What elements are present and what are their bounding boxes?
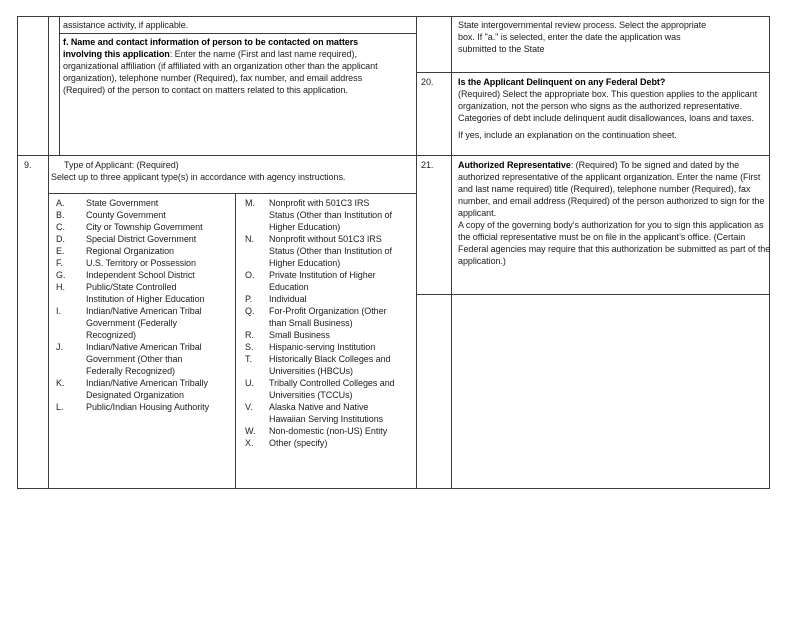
item-20-cell	[458, 76, 774, 141]
applicant-type-letter: T.	[245, 354, 252, 364]
applicant-type-list-a-l	[56, 197, 218, 413]
applicant-type-letter: C.	[56, 222, 65, 232]
table-border-list-divider	[235, 193, 236, 488]
applicant-type-letter: D.	[56, 234, 65, 244]
applicant-type-letter: N.	[245, 234, 254, 244]
applicant-type-letter: F.	[56, 258, 63, 268]
applicant-type-letter: V.	[245, 402, 253, 412]
applicant-type-label: Non-domestic (non-US) Entity	[269, 426, 388, 436]
applicant-type-item	[56, 377, 218, 401]
applicant-type-item	[56, 341, 218, 377]
applicant-type-label: Public/State Controlled Institution of Higher Education	[86, 282, 205, 304]
applicant-type-label: State Government	[86, 198, 159, 208]
instructions-table	[17, 16, 770, 489]
applicant-type-label: Individual	[269, 294, 307, 304]
applicant-type-letter: P.	[245, 294, 253, 304]
table-border-under-assistance	[59, 33, 416, 34]
item-20-body: (Required) Select the appropriate box. This question applies to the applicant organization, not the person who signs as the authorized representative. Categories of debt include delinquent audit disallowances, loans and taxes.	[458, 89, 758, 123]
table-border-under-item9-header	[48, 193, 416, 194]
applicant-type-label: Indian/Native American Tribal Government (Other than Federally Recognized)	[86, 342, 202, 376]
applicant-type-item	[245, 305, 397, 329]
applicant-type-item	[245, 377, 397, 401]
applicant-type-item	[56, 269, 218, 281]
applicant-type-letter: W.	[245, 426, 256, 436]
item-9-number: 9.	[24, 160, 32, 170]
applicant-type-item	[56, 401, 218, 413]
contact-person-body: : Enter the name (First and last name required), organizational affiliation (if affiliated with an organization other than the applicant organization), telephone number (Required), fax number, and email address (Required) of the person to contact on matters related to this application.	[63, 49, 378, 95]
applicant-type-item	[56, 221, 218, 233]
applicant-type-label: Historically Black Colleges and Universities (HBCUs)	[269, 354, 391, 376]
applicant-type-letter: K.	[56, 378, 65, 388]
applicant-type-item	[245, 233, 397, 269]
applicant-type-list-m-x	[245, 197, 397, 449]
applicant-type-label: Indian/Native American Tribal Government (Federally Recognized)	[86, 306, 202, 340]
applicant-type-label: Small Business	[269, 330, 330, 340]
table-border-under-item21	[416, 294, 769, 295]
intergovernmental-review-line: State intergovernmental review process. Select the appropriate box. If "a." is selected, enter the date the application was submitted to the State	[458, 20, 707, 54]
item-21-body: : (Required) To be signed and dated by the authorized representative of the applicant organization. Enter the name (First and last name required) title (Required), telephone number (Required), fax number, and email address (Required) of the person authorized to sign for the applicant.	[458, 160, 765, 218]
applicant-type-item	[56, 209, 218, 221]
applicant-type-letter: S.	[245, 342, 254, 352]
applicant-type-label: U.S. Territory or Possession	[86, 258, 196, 268]
applicant-type-label: Special District Government	[86, 234, 197, 244]
item-20-number: 20.	[421, 77, 434, 87]
applicant-type-letter: M.	[245, 198, 255, 208]
applicant-type-letter: U.	[245, 378, 254, 388]
applicant-type-letter: L.	[56, 402, 64, 412]
table-border-main-row-divider	[18, 155, 769, 156]
applicant-type-item	[245, 425, 397, 437]
applicant-type-label: Alaska Native and Native Hawaiian Serving Institutions	[269, 402, 384, 424]
table-border-right-number-column	[451, 17, 452, 488]
applicant-type-item	[56, 305, 218, 341]
applicant-type-item	[245, 341, 397, 353]
applicant-type-letter: X.	[245, 438, 254, 448]
item-9-subtitle: Select up to three applicant type(s) in accordance with agency instructions.	[51, 172, 346, 182]
applicant-type-label: Independent School District	[86, 270, 195, 280]
item-21-heading: Authorized Representative	[458, 160, 571, 170]
applicant-type-item	[245, 197, 397, 233]
table-border-left-number-column	[48, 17, 49, 488]
applicant-type-letter: R.	[245, 330, 254, 340]
applicant-type-item	[245, 437, 397, 449]
item-21-paragraph-2: A copy of the governing body’s authorization for you to sign this application as the official representative must be on file in the applicant’s office. (Certain Federal agencies may require that this authorization be submitted as part of the application.)	[458, 220, 771, 266]
applicant-type-letter: G.	[56, 270, 66, 280]
applicant-type-letter: B.	[56, 210, 65, 220]
applicant-type-item	[245, 401, 397, 425]
item-21-cell	[458, 159, 774, 267]
applicant-type-label: Nonprofit without 501C3 IRS Status (Other than Institution of Higher Education)	[269, 234, 392, 268]
contact-person-paragraph	[63, 36, 395, 96]
applicant-type-item	[56, 281, 218, 305]
assistance-activity-line: assistance activity, if applicable.	[63, 20, 189, 30]
applicant-type-letter: H.	[56, 282, 65, 292]
applicant-type-item	[56, 245, 218, 257]
applicant-type-letter: Q.	[245, 306, 255, 316]
applicant-type-item	[245, 353, 397, 377]
item-20-heading	[458, 76, 774, 88]
applicant-type-label: Hispanic-serving Institution	[269, 342, 376, 352]
applicant-type-letter: I.	[56, 306, 61, 316]
item-9-header	[51, 159, 353, 183]
contact-person-heading: f. Name and contact information of person to be contacted on matters involving this application	[63, 37, 359, 59]
applicant-type-label: Tribally Controlled Colleges and Universities (TCCUs)	[269, 378, 395, 400]
applicant-type-item	[245, 329, 397, 341]
item-20-heading-text: Is the Applicant Delinquent on any Federal Debt?	[458, 77, 666, 87]
applicant-type-label: Nonprofit with 501C3 IRS Status (Other than Institution of Higher Education)	[269, 198, 392, 232]
table-border-under-item19	[416, 72, 769, 73]
applicant-type-item	[56, 257, 218, 269]
item-21-number: 21.	[421, 160, 434, 170]
applicant-type-label: County Government	[86, 210, 166, 220]
table-border-f-cell-left	[59, 17, 60, 155]
applicant-type-item	[56, 197, 218, 209]
applicant-type-label: Public/Indian Housing Authority	[86, 402, 210, 412]
applicant-type-label: Other (specify)	[269, 438, 328, 448]
applicant-type-letter: O.	[245, 270, 255, 280]
applicant-type-label: Private Institution of Higher Education	[269, 270, 376, 292]
applicant-type-label: City or Township Government	[86, 222, 203, 232]
applicant-type-label: For-Profit Organization (Other than Small Business)	[269, 306, 387, 328]
item-20-note: If yes, include an explanation on the continuation sheet.	[458, 130, 677, 140]
applicant-type-item	[56, 233, 218, 245]
table-border-center-divider	[416, 17, 417, 488]
item-21-paragraph-1	[458, 159, 774, 219]
applicant-type-letter: J.	[56, 342, 63, 352]
applicant-type-item	[245, 293, 397, 305]
applicant-type-label: Regional Organization	[86, 246, 175, 256]
applicant-type-letter: A.	[56, 198, 65, 208]
applicant-type-letter: E.	[56, 246, 65, 256]
applicant-type-item	[245, 269, 397, 293]
item-9-title: Type of Applicant: (Required)	[64, 160, 179, 170]
applicant-type-label: Indian/Native American Tribally Designated Organization	[86, 378, 209, 400]
